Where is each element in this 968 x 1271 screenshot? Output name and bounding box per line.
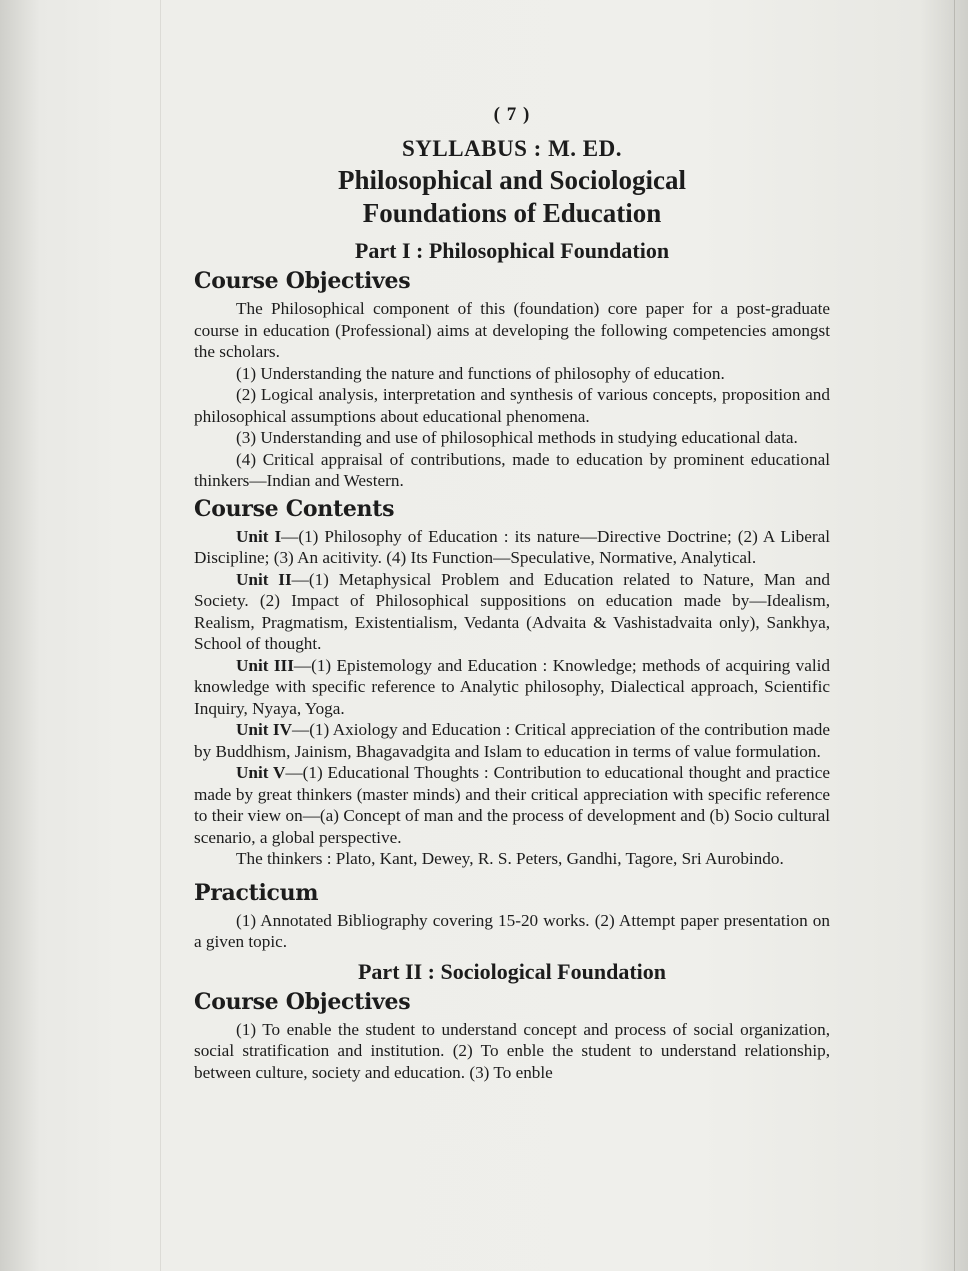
part2-title: Part II : Sociological Foundation	[357, 958, 666, 984]
unit-3-text: —(1) Epistemology and Education : Knowledge; methods of acquiring valid knowledge with specific reference to Analytic philosophy, Dialectical approach, Scientific Inquiry, Nyaya, Yoga.	[194, 655, 830, 718]
title-line-1: Philosophical and Sociological	[337, 165, 687, 195]
unit-1-text: —(1) Philosophy of Education : its nature—Directive Doctrine; (2) A Liberal Discipline; (3) An acitivity. (4) Its Function—Speculative, Normative, Analytical.	[194, 526, 830, 567]
page-fold-left	[160, 0, 161, 1271]
unit-3	[194, 655, 830, 720]
unit-3-label: Unit III	[236, 655, 294, 675]
unit-4-text: —(1) Axiology and Education : Critical appreciation of the contribution made by Buddhism, Jainism, Bhagavadgita and Islam to education in terms of value formulation.	[194, 720, 830, 761]
part1-objective-3: (3) Understanding and use of philosophical methods in studying educational data.	[236, 428, 798, 447]
unit-4-label: Unit IV	[236, 720, 293, 739]
unit-1	[194, 526, 830, 569]
unit-5-text: —(1) Educational Thoughts : Contribution to educational thought and practice made by great thinkers (master minds) and their critical appreciation with specific reference to their view on—(a) Concept of man and the process of development and (b) Socio cultural scenario, a global perspective.	[194, 763, 830, 847]
practicum-heading: Practicum	[194, 879, 319, 906]
part1-objectives-intro: The Philosophical component of this (foundation) core paper for a post-graduate course in education (Professional) aims at developing the following competencies amongst the scholars.	[194, 299, 830, 361]
page-edge-right	[954, 0, 955, 1271]
page-content	[194, 104, 830, 1083]
thinkers-list: The thinkers : Plato, Kant, Dewey, R. S. Peters, Gandhi, Tagore, Sri Aurobindo.	[236, 849, 784, 868]
part1-contents-heading: Course Contents	[194, 495, 395, 522]
unit-2-label: Unit II	[236, 569, 292, 589]
part1-objective-4: (4) Critical appraisal of contributions, made to education by prominent educational thinkers—Indian and Western.	[194, 449, 830, 490]
part2-objectives-text: (1) To enable the student to understand concept and process of social organization, social stratification and institution. (2) To enble the student to understand relationship, between culture, society and education. (3) To enble	[194, 1019, 830, 1082]
title-line-2: Foundations of Education	[362, 198, 662, 228]
practicum-text: (1) Annotated Bibliography covering 15-20 works. (2) Attempt paper presentation on a given topic.	[194, 910, 830, 951]
part1-objective-1: (1) Understanding the nature and functions of philosophy of education.	[236, 363, 725, 383]
unit-5-label: Unit V	[236, 763, 286, 782]
unit-1-label: Unit I	[236, 526, 282, 546]
part1-title: Part I : Philosophical Foundation	[354, 238, 670, 263]
unit-5	[194, 762, 830, 848]
part2-objectives-heading: Course Objectives	[194, 988, 411, 1015]
unit-2-text: —(1) Metaphysical Problem and Education related to Nature, Man and Society. (2) Impact of Philosophical suppositions on education made by—Idealism, Realism, Pragmatism, Existentialism, Vedanta (Advaita & Vashistadvaita only), Sankhya, School of thought.	[194, 569, 830, 653]
part1-objectives-heading: Course Objectives	[194, 268, 411, 294]
unit-4	[194, 719, 830, 762]
page-number: ( 7 )	[493, 104, 531, 125]
unit-2	[194, 569, 830, 655]
part1-objective-2: (2) Logical analysis, interpretation and synthesis of various concepts, proposition and philosophical assumptions about educational phenomena.	[194, 385, 830, 426]
syllabus-title: SYLLABUS : M. ED.	[401, 136, 622, 161]
document-title	[194, 164, 830, 230]
